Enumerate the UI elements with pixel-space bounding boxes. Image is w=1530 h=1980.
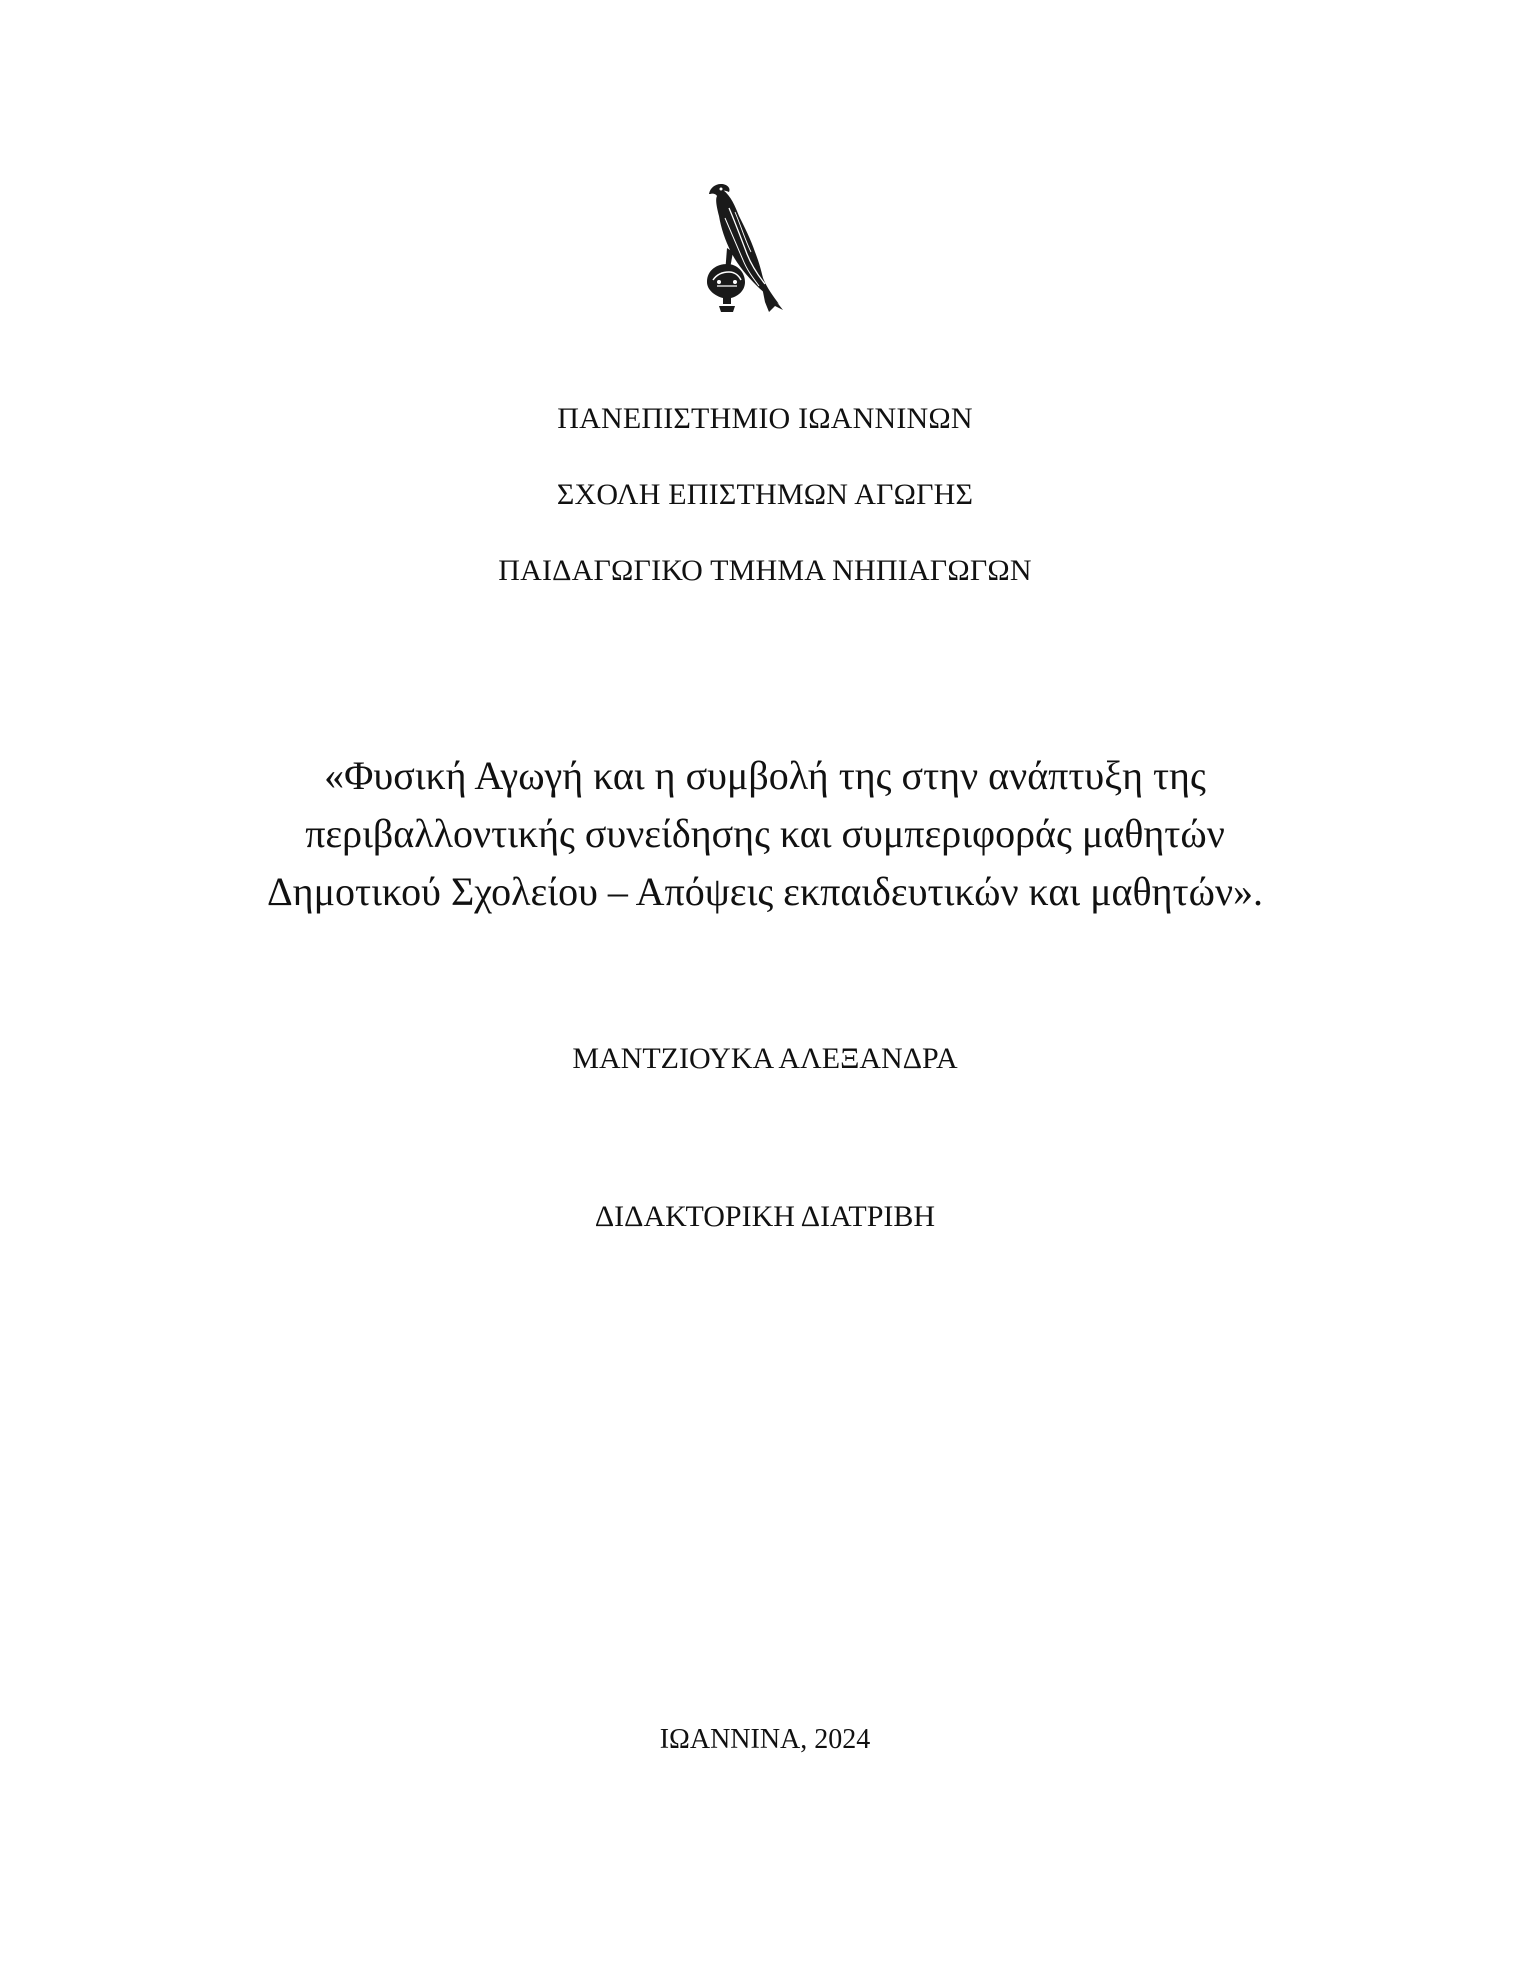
place-year: ΙΩΑΝΝΙΝΑ, 2024 — [659, 1724, 871, 1755]
university-emblem-eagle-icon — [695, 178, 795, 318]
university-name: ΠΑΝΕΠΙΣΤΗΜΙΟ ΙΩΑΝΝΙΝΩΝ — [557, 402, 973, 435]
degree-type: ΔΙΔΑΚΤΟΡΙΚΗ ΔΙΑΤΡΙΒΗ — [594, 1200, 936, 1233]
author-name: ΜΑΝΤΖΙΟΥΚΑ ΑΛΕΞΑΝΔΡΑ — [572, 1042, 958, 1075]
school-name: ΣΧΟΛΗ ΕΠΙΣΤΗΜΩΝ ΑΓΩΓΗΣ — [556, 478, 974, 511]
thesis-title-line-2: περιβαλλοντικής συνείδησης και συμπεριφοράς μαθητών — [305, 811, 1225, 856]
department-name: ΠΑΙΔΑΓΩΓΙΚΟ ΤΜΗΜΑ ΝΗΠΙΑΓΩΓΩΝ — [498, 554, 1032, 587]
thesis-title-line-1: «Φυσική Αγωγή και η συμβολή της στην ανάπτυξη της — [324, 753, 1206, 798]
thesis-title-line-3: Δημοτικού Σχολείου – Απόψεις εκπαιδευτικών και μαθητών». — [266, 869, 1264, 914]
